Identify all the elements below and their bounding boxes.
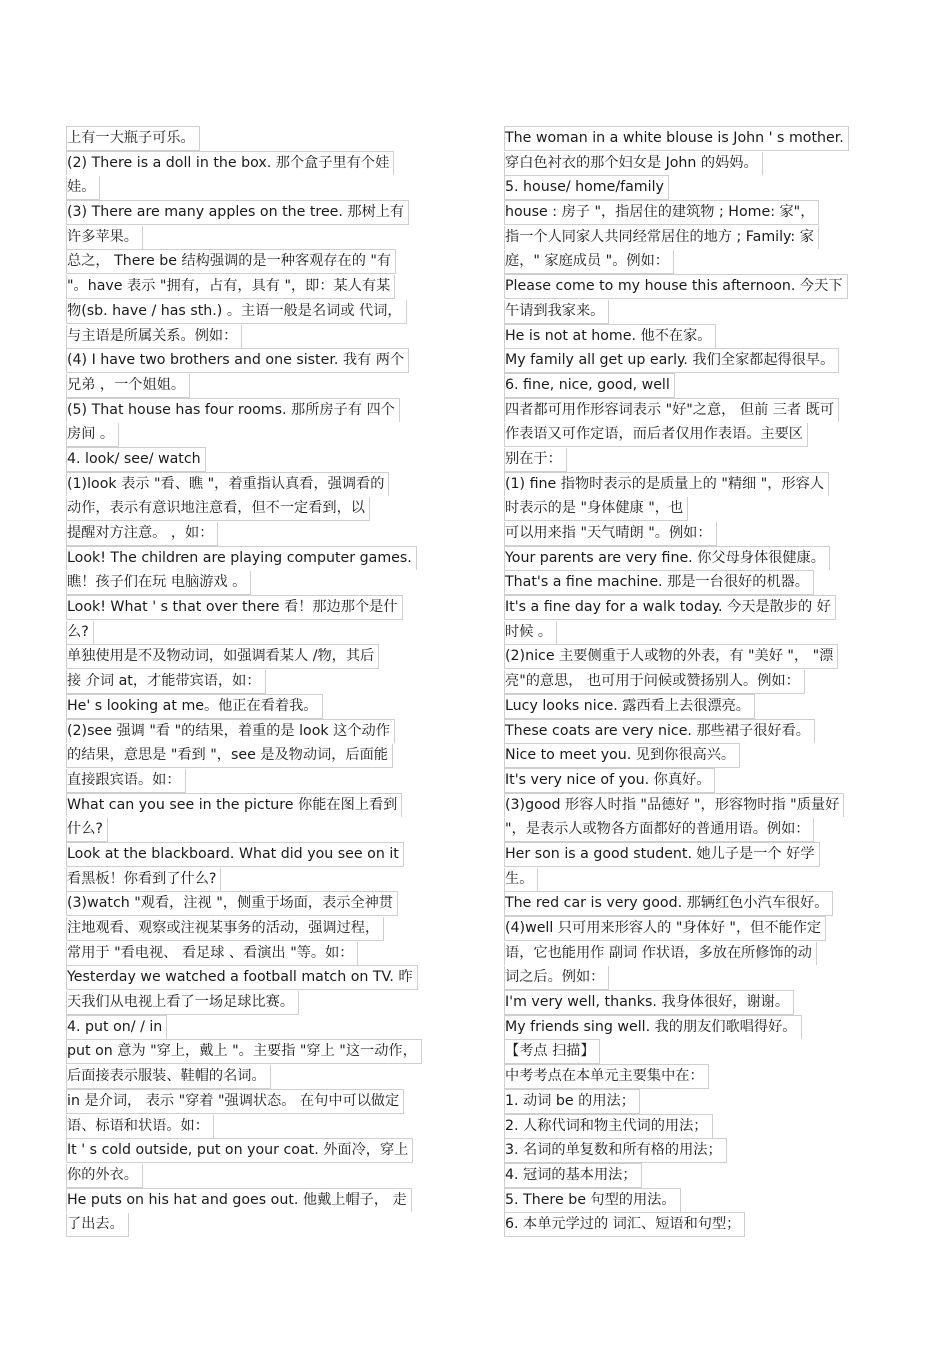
text-line-row [66,299,446,324]
text-line-row [66,398,446,423]
text-paragraph [66,891,446,965]
text-paragraph [504,546,904,571]
text-line-row [504,941,904,966]
text-line: 3. 名词的单复数和所有格的用法； [504,1138,727,1163]
text-line: "，是表示人或物各方面都好的普通用语。例如： [504,818,814,842]
text-line: 的结果，意思是 "看到 "，see 是及物动词，后面能 [66,744,393,768]
text-line-row [504,249,904,274]
text-paragraph [66,200,446,249]
text-line-row [504,496,904,521]
text-line: The red car is very good. 那辆红色小汽车很好。 [504,891,833,916]
right-text-column [504,126,904,1237]
text-line: The woman in a white blouse is John ' s mother. [504,126,849,151]
text-line: (4)well 只可用来形容人的 "身体好 "，但不能作定 [504,916,826,941]
text-line-row [504,1015,904,1040]
text-paragraph [66,595,446,644]
text-line: 你的外衣。 [66,1164,143,1188]
text-line-row [66,546,446,571]
text-line: Please come to my house this afternoon. 今天下 [504,274,848,299]
text-paragraph [66,1138,446,1187]
text-line: 接 介词 at，才能带宾语，如： [66,670,266,694]
text-line: 时候 。 [504,621,557,645]
text-line-row [504,472,904,497]
text-line: 2. 人称代词和物主代词的用法； [504,1114,713,1139]
text-line-row [66,274,446,299]
text-line-row [66,496,446,521]
text-line: It ' s cold outside, put on your coat. 外面冷，穿上 [66,1138,413,1163]
text-line-row [504,225,904,250]
text-paragraph [504,595,904,644]
text-line-row [66,620,446,645]
text-line: (3) There are many apples on the tree. 那树上有 [66,200,409,225]
text-line: 后面接表示服装、鞋帽的名词。 [66,1065,271,1089]
text-line-row [66,669,446,694]
text-line: 注地观看、观察或注视某事务的活动，强调过程， [66,917,384,941]
text-line-row [66,200,446,225]
text-line: 常用于 "看电视、 看足球 、看演出 "等。如： [66,942,358,966]
text-paragraph [66,965,446,1014]
text-line: 娃。 [66,176,100,200]
text-line: 提醒对方注意。 ，如： [66,522,218,546]
text-line: 四者都可用作形容词表示 "好"之意， 但前 三者 既可 [504,398,839,423]
text-paragraph [504,348,904,373]
text-paragraph [66,151,446,200]
text-line-row [504,324,904,349]
left-text-column [66,126,446,1237]
text-line: put on 意为 "穿上，戴上 "。主要指 "穿上 "这一动作， [66,1039,422,1064]
text-paragraph [66,644,446,693]
text-line-row [66,1138,446,1163]
text-line-row [504,348,904,373]
text-line-row [66,867,446,892]
text-paragraph [504,175,904,200]
text-line-row [66,175,446,200]
text-line: 与主语是所属关系。例如： [66,325,242,349]
text-line: 许多苹果。 [66,226,143,250]
text-line-row [504,373,904,398]
text-line: 语、标语和状语。如： [66,1115,214,1139]
text-line: That's a fine machine. 那是一台很好的机器。 [504,570,814,595]
text-line: 瞧！孩子们在玩 电脑游戏 。 [66,571,251,595]
text-line: Her son is a good student. 她儿子是一个 好学 [504,842,820,867]
text-line-row [66,990,446,1015]
text-line: 亮"的意思， 也可用于问候或赞扬别人。例如： [504,670,805,694]
text-line: 作表语又可作定语，而后者仅用作表语。主要区 [504,423,808,447]
text-line-row [504,521,904,546]
text-line-row [66,916,446,941]
text-line: I'm very well, thanks. 我身体很好，谢谢。 [504,990,794,1015]
text-paragraph [66,1039,446,1088]
text-line-row [504,1064,904,1089]
text-line-row [66,1039,446,1064]
text-paragraph [66,719,446,793]
text-line-row [504,299,904,324]
text-line: 可以用来指 "天气晴朗 "。例如： [504,522,717,546]
text-line-row [66,126,446,151]
text-line-row [504,891,904,916]
text-line: He puts on his hat and goes out. 他戴上帽子， 走 [66,1188,412,1213]
text-line: He' s looking at me。他正在看着我。 [66,694,323,719]
text-line-row [504,743,904,768]
text-paragraph [504,793,904,842]
text-line: Your parents are very fine. 你父母身体很健康。 [504,546,830,571]
text-line: (2)nice 主要侧重于人或物的外表，有 "美好 "， "漂 [504,644,838,669]
text-line: He is not at home. 他不在家。 [504,324,716,349]
text-line-row [504,990,904,1015]
text-line: 中考考点在本单元主要集中在： [504,1064,709,1089]
text-line: 【考点 扫描】 [504,1039,600,1064]
text-paragraph [504,1089,904,1114]
text-line: 生。 [504,868,538,892]
text-line: My friends sing well. 我的朋友们歌唱得好。 [504,1015,802,1040]
text-line-row [504,620,904,645]
text-line: These coats are very nice. 那些裙子很好看。 [504,719,815,744]
text-line: 指一个人同家人共同经常居住的地方 ; Family: 家 [504,226,819,250]
text-line: 庭，" 家庭成员 "。例如： [504,250,674,274]
text-paragraph [66,842,446,891]
text-line: Look at the blackboard. What did you see on it [66,842,404,867]
text-paragraph [66,1089,446,1138]
text-paragraph [66,546,446,595]
text-line-row [504,867,904,892]
text-line: in 是介词， 表示 "穿着 "强调状态。 在句中可以做定 [66,1089,404,1114]
text-paragraph [66,126,446,151]
text-line-row [66,965,446,990]
text-line: 5. There be 句型的用法。 [504,1188,681,1213]
text-line-row [504,546,904,571]
text-paragraph [66,694,446,719]
text-line-row [504,768,904,793]
text-line: 兄弟 ，一个姐姐。 [66,374,190,398]
text-line-row [504,175,904,200]
text-line-row [66,817,446,842]
text-line-row [504,570,904,595]
text-paragraph [66,348,446,397]
text-line: Yesterday we watched a football match on TV. 昨 [66,965,418,990]
text-line: Lucy looks nice. 露西看上去很漂亮。 [504,694,755,719]
text-line: 4. 冠词的基本用法； [504,1163,642,1188]
text-line-row [66,595,446,620]
text-line-row [66,1188,446,1213]
text-paragraph [66,1188,446,1237]
text-paragraph [66,398,446,447]
text-line: (1) fine 指物时表示的是质量上的 "精细 "，形容人 [504,472,829,497]
text-line: 午请到我家来。 [504,300,609,324]
text-line-row [504,274,904,299]
text-paragraph [504,1188,904,1213]
text-line-row [66,225,446,250]
text-line-row [66,249,446,274]
text-line: 别在于： [504,448,567,472]
text-paragraph [504,916,904,990]
text-line-row [504,965,904,990]
text-line-row [66,941,446,966]
text-line-row [504,1163,904,1188]
text-line-row [66,422,446,447]
text-line-row [504,793,904,818]
text-line-row [504,595,904,620]
text-line: Look! What ' s that over there 看！那边那个是什 [66,595,403,620]
text-line: (3)good 形容人时指 "品德好 "，形容物时指 "质量好 [504,793,844,818]
text-paragraph [504,324,904,349]
text-paragraph [504,743,904,768]
text-line-row [66,447,446,472]
text-line-row [66,768,446,793]
text-line: It's a fine day for a walk today. 今天是散步的 好 [504,595,836,620]
text-line-row [504,817,904,842]
text-line: My family all get up early. 我们全家都起得很早。 [504,348,839,373]
text-paragraph [504,472,904,546]
text-line-row [504,1138,904,1163]
text-line-row [504,422,904,447]
text-paragraph [504,694,904,719]
text-line: 上有一大瓶子可乐。 [66,126,200,151]
text-line: 穿白色衬衣的那个妇女是 John 的妈妈。 [504,152,763,176]
text-line-row [504,126,904,151]
text-paragraph [504,1138,904,1163]
text-paragraph [504,1039,904,1064]
text-paragraph [504,126,904,175]
text-line: 直接跟宾语。如： [66,769,186,793]
text-line-row [66,151,446,176]
text-paragraph [504,1114,904,1139]
text-line-row [66,719,446,744]
text-line: (3)watch "观看，注视 "，侧重于场面，表示全神贯 [66,891,398,916]
text-line: 时表示的是 "身体健康 "，也 [504,497,688,521]
text-line-row [66,521,446,546]
text-line-row [504,151,904,176]
text-line-row [504,644,904,669]
text-line: Look! The children are playing computer games. [66,546,417,571]
text-line: 看黑板！你看到了什么? [66,868,221,892]
text-line-row [66,373,446,398]
text-line-row [504,1089,904,1114]
text-line-row [504,1188,904,1213]
text-paragraph [504,200,904,274]
text-line-row [66,324,446,349]
text-paragraph [66,793,446,842]
text-line: 1. 动词 be 的用法； [504,1089,640,1114]
text-line-row [66,1089,446,1114]
text-line-row [504,842,904,867]
text-line-row [66,1015,446,1040]
text-line: "。have 表示 "拥有，占有，具有 "，即：某人有某 [66,275,395,299]
text-line-row [504,916,904,941]
text-line: 物(sb. have / has sth.) 。主语一般是名词或 代词， [66,300,407,324]
text-line: 么? [66,621,94,645]
text-line: (2)see 强调 "看 "的结果，着重的是 look 这个动作 [66,719,395,744]
text-paragraph [504,990,904,1015]
text-line-row [66,1163,446,1188]
text-line-row [66,694,446,719]
text-paragraph [504,891,904,916]
text-line: 房间 。 [66,423,119,447]
text-paragraph [504,1163,904,1188]
text-line: (4) I have two brothers and one sister. 我有 两个 [66,348,409,373]
text-line-row [66,842,446,867]
text-line-row [504,200,904,225]
text-line-row [66,570,446,595]
text-line-row [66,1064,446,1089]
text-line-row [66,1212,446,1237]
text-line-row [66,793,446,818]
text-line-row [504,1212,904,1237]
text-paragraph [66,249,446,348]
text-line-row [66,891,446,916]
text-line: 了出去。 [66,1213,129,1237]
text-paragraph [504,274,904,323]
text-paragraph [504,644,904,693]
text-line: (5) That house has four rooms. 那所房子有 四个 [66,398,400,423]
text-line-row [504,398,904,423]
text-line: 6. fine, nice, good, well [504,373,675,398]
text-paragraph [504,1064,904,1089]
text-line-row [504,1039,904,1064]
text-line-row [504,719,904,744]
text-line: 词之后。例如： [504,966,609,990]
text-paragraph [504,842,904,891]
text-line: 总之， There be 结构强调的是一种客观存在的 "有 [66,249,396,274]
text-paragraph [504,570,904,595]
text-line: What can you see in the picture 你能在图上看到 [66,793,402,818]
text-line: 什么? [66,818,108,842]
text-line: 单独使用是不及物动词，如强调看某人 /物，其后 [66,644,379,669]
text-line-row [66,472,446,497]
text-paragraph [504,768,904,793]
text-line: 6. 本单元学过的 词汇、短语和句型； [504,1212,745,1237]
text-paragraph [504,373,904,398]
text-line: 4. look/ see/ watch [66,447,206,472]
text-line: (1)look 表示 "看、瞧 "，着重指认真看，强调看的 [66,472,389,497]
text-line: 语，它也能用作 副词 作状语，多放在所修饰的动 [504,942,817,966]
text-line: 4. put on/ / in [66,1015,167,1040]
text-line-row [504,1114,904,1139]
text-line-row [66,644,446,669]
text-paragraph [504,719,904,744]
text-line: 天我们从电视上看了一场足球比赛。 [66,991,299,1015]
text-paragraph [504,398,904,472]
text-paragraph [66,1015,446,1040]
text-line-row [504,694,904,719]
text-line: (2) There is a doll in the box. 那个盒子里有个娃 [66,151,394,176]
text-line: Nice to meet you. 见到你很高兴。 [504,743,740,768]
text-line: 动作，表示有意识地注意看，但不一定看到，以 [66,497,370,521]
text-paragraph [66,472,446,546]
text-line: 5. house/ home/family [504,175,669,200]
text-paragraph [66,447,446,472]
text-line-row [66,1114,446,1139]
text-line: house : 房子 "，指居住的建筑物 ; Home: 家"， [504,200,819,225]
text-line-row [66,348,446,373]
text-paragraph [504,1015,904,1040]
text-line: It's very nice of you. 你真好。 [504,768,715,793]
text-paragraph [504,1212,904,1237]
text-line-row [66,743,446,768]
text-line-row [504,447,904,472]
text-line-row [504,669,904,694]
